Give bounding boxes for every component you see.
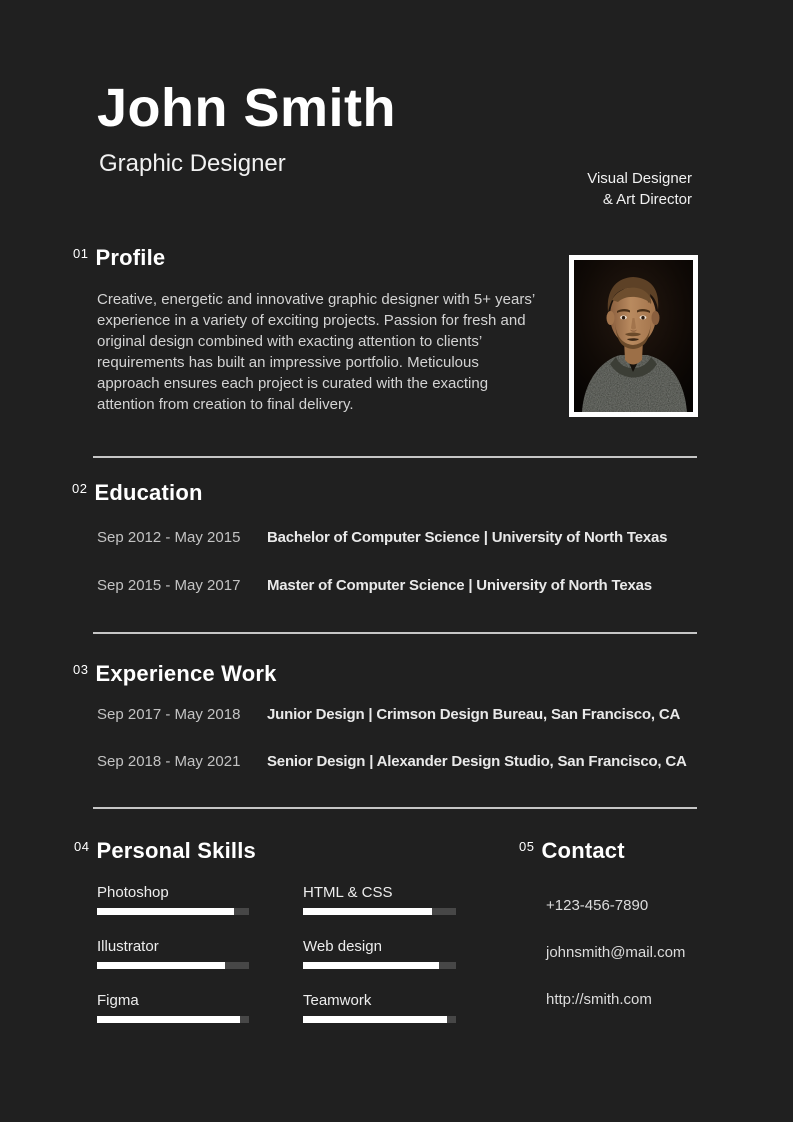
contact-list (546, 897, 685, 1008)
contact-website: http://smith.com (546, 991, 652, 1008)
section-title: Profile (95, 245, 166, 270)
skills-grid (97, 884, 456, 1023)
skill-label: HTML & CSS (303, 884, 393, 901)
skill-item (303, 992, 456, 1023)
contact-phone: +123-456-7890 (546, 897, 649, 914)
skill-label: Web design (303, 938, 382, 955)
section-title: Education (94, 480, 203, 505)
experience-position: Senior Design | Alexander Design Studio, San Francisco, CA (267, 753, 687, 770)
section-header-skills (74, 838, 256, 864)
skill-bar-track (303, 1016, 456, 1023)
skill-label: Figma (97, 992, 139, 1009)
skill-bar-fill (303, 1016, 447, 1023)
skill-label: Teamwork (303, 992, 372, 1009)
portrait-illustration (574, 260, 693, 412)
role-line-1: Visual Designer (587, 170, 692, 187)
skill-bar-track (97, 908, 249, 915)
contact-email: johnsmith@mail.com (546, 944, 686, 961)
section-divider (93, 807, 697, 809)
role-line-2: & Art Director (602, 191, 692, 208)
skill-bar-fill (303, 908, 432, 915)
section-number: 05 (519, 839, 535, 854)
profile-paragraph: Creative, energetic and innovative graphic designer with 5+ years’ experience in a variety of exciting projects. Passion for fresh and original design combined with exacting attention to clients’ requirements has built an impressive portfolio. Meticulous approach ensures each project is curated with the exacting attention from creation to final delivery. (97, 291, 535, 413)
portrait-photo (569, 255, 698, 417)
experience-date: Sep 2017 - May 2018 (97, 706, 241, 723)
experience-row (97, 753, 687, 770)
experience-date: Sep 2018 - May 2021 (97, 753, 241, 770)
section-number: 03 (73, 662, 89, 677)
skill-bar-track (303, 962, 456, 969)
person-name: John Smith (97, 78, 396, 138)
section-header-education (72, 480, 203, 506)
section-number: 04 (74, 839, 90, 854)
experience-position: Junior Design | Crimson Design Bureau, San Francisco, CA (267, 706, 681, 723)
skill-label: Illustrator (97, 938, 159, 955)
education-row (97, 577, 652, 594)
skill-item (303, 884, 456, 915)
section-title: Contact (541, 838, 625, 863)
skill-item (97, 884, 249, 915)
skill-bar-fill (303, 962, 439, 969)
education-degree: Bachelor of Computer Science | University of North Texas (267, 529, 668, 546)
skill-bar-fill (97, 1016, 240, 1023)
skill-item (303, 938, 456, 969)
section-divider (93, 456, 697, 458)
skill-label: Photoshop (97, 884, 169, 901)
section-divider (93, 632, 697, 634)
skill-bar-track (97, 962, 249, 969)
section-header-contact (519, 838, 625, 864)
skill-bar-track (97, 1016, 249, 1023)
education-row (97, 529, 667, 546)
section-number: 01 (73, 246, 89, 261)
skill-bar-fill (97, 962, 225, 969)
role-tagline (587, 168, 692, 210)
education-date: Sep 2015 - May 2017 (97, 577, 241, 594)
skill-bar-track (303, 908, 456, 915)
experience-row (97, 706, 680, 723)
section-title: Personal Skills (96, 838, 256, 863)
skill-item (97, 938, 249, 969)
skill-bar-fill (97, 908, 234, 915)
job-title: Graphic Designer (99, 150, 286, 177)
section-title: Experience Work (95, 661, 277, 686)
section-header-experience (73, 661, 277, 687)
section-header-profile (73, 245, 165, 271)
section-number: 02 (72, 481, 88, 496)
education-degree: Master of Computer Science | University of North Texas (267, 577, 652, 594)
education-date: Sep 2012 - May 2015 (97, 529, 241, 546)
skill-item (97, 992, 249, 1023)
